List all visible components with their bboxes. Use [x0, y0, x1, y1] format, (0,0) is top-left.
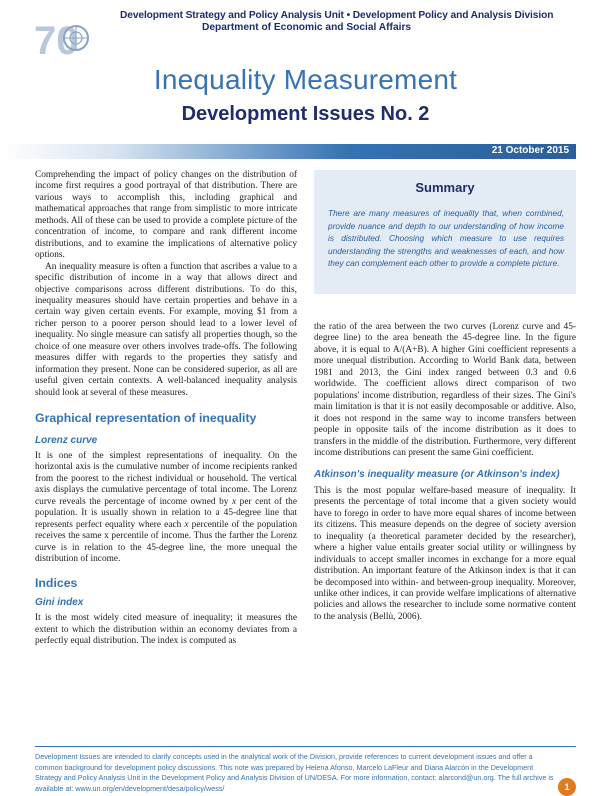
date-band [0, 144, 576, 159]
header-department-line: Department of Economic and Social Affairs [202, 22, 412, 33]
lorenz-heading: Lorenz curve [35, 434, 98, 446]
indices-heading: Indices [35, 575, 78, 590]
un-70-logo [34, 14, 94, 62]
publication-date: 21 October 2015 [491, 145, 569, 156]
gini-paragraph: It is the most widely cited measure of inequality; it measures the extent to which the distribution within an economy deviates from a perfectly equal distribution. The index is computed as [35, 613, 297, 647]
page-title: Inequality Measurement [153, 64, 458, 95]
header-division-line: Development Strategy and Policy Analysis Unit • Development Policy and Analysis Division [120, 10, 554, 21]
gini-continued-paragraph: the ratio of the area between the two curves (Lorenz curve and 45-degree line) to the area beneath the 45-degree line. In the figure above, it is equal to A/(A+B). A higher Gini coefficient represents a more unequal distribution. According to World Bank data, between 1981 and 2013, the Gini index ranged between 0.3 and 0.6 worldwide. The coefficient allows direct comparison of two populations' income distribution, regardless of their sizes. The Gini's main limitation is that it is not easily decomposable or additive. Also, it does not respond in the same way to income transfers between people in opposite tails of the income distribution as it does to transfers in the middle of the distribution. Furthermore, very different income distributions can present the same Gini coefficient. [314, 322, 576, 458]
graphical-heading: Graphical representation of inequality [35, 411, 257, 426]
intro-paragraph-2: An inequality measure is often a function that ascribes a value to a specific distribution of income in a way that allows direct and objective comparisons across different distributions. To do this, inequality measures should have certain properties and behave in a certain way given certain events. For example, moving $1 from a richer person to a poorer person should lead to a lower level of inequality. No single measure can satisfy all properties though, so the choice of one measure over others involves trade-offs. The following measures differ with regards to the properties they satisfy and information they present. None can be considered superior, as all are useful given certain contexts. A well-balanced inequality analysis should look at several of these measures. [35, 261, 297, 398]
left-column [35, 170, 297, 648]
footer-text: Development Issues are intended to clarify concepts used in the analytical work of the Division, provide references to current development issues and offer a common background for development policy discussions. This note was prepared by Helena Afonso, Marcelo LaFleur and Diana Alarcón in the Development Strategy and Policy Analysis Unit in the Development Policy and Analysis Division of UN/DESA. For more information, contact: alarcond@un.org. The full archive is available at: www.un.org/en/development/desa/policy/wess/ [35, 752, 554, 793]
page-number-badge: 1 [558, 778, 576, 796]
page-subtitle: Development Issues No. 2 [181, 103, 430, 125]
atkinson-heading: Atkinson's inequality measure (or Atkinson's index) [314, 469, 560, 481]
gini-heading: Gini index [35, 596, 84, 608]
logo-70-text: 70 [34, 19, 79, 62]
right-column [314, 322, 576, 623]
atkinson-paragraph: This is the most popular welfare-based measure of inequality. It presents the percentage of total income that a given society would have to forego in order to have more equal shares of income between its citizens. This measure depends on the degree of society aversion to inequality (a theoretical parameter decided by the researcher), where a higher value entails greater social utility or willingness by individuals to accept smaller incomes in exchange for a more equal distribution. An important feature of the Atkinson index is that it can be decomposed into within- and between-group inequality. Moreover, unlike other indices, it can provide welfare implications of alternative policies and allows the researcher to include some normative content to the analysis (Bellù, 2006). [314, 485, 576, 622]
summary-title: Summary [415, 180, 475, 195]
summary-text: There are many measures of inequality that, when combined, provide nuance and depth to our understanding of how income is distributed. Choosing which measure to use requires understanding the strengths and weaknesses of each, and how they can complement each other to provide a complete picture. [328, 208, 564, 269]
footer-divider [35, 746, 576, 747]
lorenz-paragraph: It is one of the simplest representations of inequality. On the horizontal axis is the cumulative number of income recipients ranked from the poorest to the richest individual or household. The vertical axis displays the cumulative percentage of total income. The Lorenz curve reveals the percentage of income owned by x per cent of the population. It is usually shown in relation to a 45-degree line that represents perfect equality where each x percentile of the population receives the same x percentile of income. Thus the farther the Lorenz curve is in relation to the 45-degree line, the more unequal the distribution of income. [35, 450, 298, 565]
intro-paragraph-1: Comprehending the impact of policy changes on the distribution of income first requires a good portrayal of that distribution. There are various ways to accomplish this, including graphical and mathematical approaches that range from simplistic to more intricate methods. All of these can be used to provide a complete picture of the concentration of income, to compare and rank different income distributions, and to examine the implications of alternative policy options. [35, 170, 297, 261]
